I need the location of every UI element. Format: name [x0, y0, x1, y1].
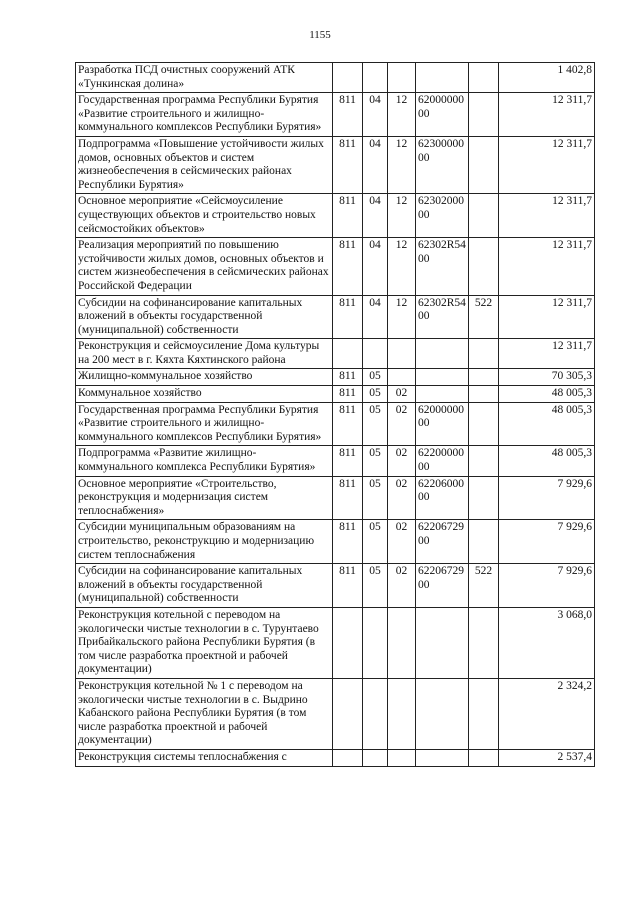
page-number: 1155 [309, 29, 331, 41]
table-row [76, 238, 595, 295]
row-ved-cell: 811 [333, 564, 363, 608]
row-sum-cell: 48 005,3 [499, 402, 595, 446]
row-name-cell: Коммунальное хозяйство [76, 386, 333, 403]
row-sum-cell: 48 005,3 [499, 386, 595, 403]
row-sum-cell: 12 311,7 [499, 339, 595, 369]
row-sum-cell: 12 311,7 [499, 93, 595, 137]
row-pr-cell: 12 [388, 295, 416, 339]
row-ved-cell [333, 678, 363, 749]
row-pr-cell [388, 607, 416, 678]
row-rz-cell: 04 [363, 93, 388, 137]
row-vr-cell [469, 607, 499, 678]
row-cs-cell: 6230000000 [416, 136, 469, 193]
row-cs-cell: 6220672900 [416, 520, 469, 564]
row-cs-cell [416, 386, 469, 403]
table-row [76, 446, 595, 476]
row-name-cell: Реализация мероприятий по повышению устойчивости жилых домов, основных объектов и систем жизнеобеспечения в сейсмических районах Российской Федерации [76, 238, 333, 295]
row-ved-cell: 811 [333, 295, 363, 339]
row-vr-cell [469, 446, 499, 476]
row-rz-cell: 05 [363, 564, 388, 608]
row-rz-cell: 05 [363, 476, 388, 520]
row-sum-cell: 7 929,6 [499, 564, 595, 608]
row-cs-cell: 6200000000 [416, 402, 469, 446]
row-ved-cell: 811 [333, 386, 363, 403]
row-vr-cell [469, 476, 499, 520]
row-vr-cell: 522 [469, 564, 499, 608]
row-pr-cell: 12 [388, 194, 416, 238]
table-row [76, 749, 595, 766]
row-cs-cell [416, 63, 469, 93]
row-pr-cell: 12 [388, 93, 416, 137]
row-rz-cell: 04 [363, 194, 388, 238]
row-rz-cell [363, 749, 388, 766]
row-ved-cell [333, 339, 363, 369]
row-cs-cell [416, 678, 469, 749]
row-vr-cell [469, 520, 499, 564]
row-ved-cell: 811 [333, 520, 363, 564]
row-ved-cell: 811 [333, 238, 363, 295]
table-row [76, 136, 595, 193]
row-ved-cell [333, 607, 363, 678]
row-cs-cell: 6230200000 [416, 194, 469, 238]
row-name-cell: Реконструкция котельной с переводом на экологически чистые технологии в с. Турунтаево Прибайкальского района Республики Бурятия (в том числе разработка проектной и рабочей документации) [76, 607, 333, 678]
budget-table [75, 62, 595, 767]
row-pr-cell: 02 [388, 476, 416, 520]
row-name-cell: Государственная программа Республики Бурятия «Развитие строительного и жилищно-коммунального комплексов Республики Бурятия» [76, 402, 333, 446]
row-vr-cell [469, 386, 499, 403]
row-pr-cell [388, 749, 416, 766]
row-name-cell: Основное мероприятие «Строительство, реконструкция и модернизация систем теплоснабжения» [76, 476, 333, 520]
row-vr-cell [469, 63, 499, 93]
table-row [76, 369, 595, 386]
row-sum-cell: 12 311,7 [499, 238, 595, 295]
table-row [76, 402, 595, 446]
table-row [76, 607, 595, 678]
row-vr-cell [469, 339, 499, 369]
table-row [76, 386, 595, 403]
row-cs-cell: 6200000000 [416, 93, 469, 137]
row-pr-cell: 02 [388, 446, 416, 476]
row-cs-cell [416, 749, 469, 766]
row-rz-cell: 04 [363, 295, 388, 339]
row-rz-cell: 05 [363, 369, 388, 386]
row-rz-cell [363, 63, 388, 93]
row-name-cell: Жилищно-коммунальное хозяйство [76, 369, 333, 386]
row-ved-cell: 811 [333, 402, 363, 446]
row-pr-cell: 02 [388, 520, 416, 564]
table-row [76, 520, 595, 564]
row-sum-cell: 2 537,4 [499, 749, 595, 766]
row-rz-cell [363, 339, 388, 369]
row-cs-cell: 62302R5400 [416, 238, 469, 295]
row-sum-cell: 3 068,0 [499, 607, 595, 678]
row-vr-cell [469, 136, 499, 193]
table-row [76, 678, 595, 749]
row-pr-cell: 02 [388, 386, 416, 403]
row-rz-cell [363, 607, 388, 678]
row-vr-cell [469, 238, 499, 295]
table-row [76, 564, 595, 608]
row-name-cell: Субсидии муниципальным образованиям на строительство, реконструкцию и модернизацию систем теплоснабжения [76, 520, 333, 564]
row-name-cell: Реконструкция системы теплоснабжения с [76, 749, 333, 766]
row-vr-cell [469, 93, 499, 137]
row-ved-cell: 811 [333, 446, 363, 476]
row-rz-cell [363, 678, 388, 749]
row-vr-cell: 522 [469, 295, 499, 339]
row-ved-cell: 811 [333, 369, 363, 386]
row-cs-cell: 6220600000 [416, 476, 469, 520]
table-row [76, 339, 595, 369]
row-sum-cell: 12 311,7 [499, 295, 595, 339]
row-pr-cell [388, 369, 416, 386]
row-pr-cell: 02 [388, 564, 416, 608]
row-vr-cell [469, 369, 499, 386]
row-ved-cell: 811 [333, 93, 363, 137]
table-row [76, 476, 595, 520]
row-cs-cell: 6220000000 [416, 446, 469, 476]
table-row [76, 93, 595, 137]
row-name-cell: Подпрограмма «Развитие жилищно-коммунального комплекса Республики Бурятия» [76, 446, 333, 476]
table-body [76, 63, 595, 767]
row-vr-cell [469, 749, 499, 766]
table-row [76, 63, 595, 93]
row-rz-cell: 04 [363, 238, 388, 295]
row-pr-cell [388, 63, 416, 93]
row-sum-cell: 48 005,3 [499, 446, 595, 476]
row-cs-cell [416, 339, 469, 369]
row-pr-cell: 02 [388, 402, 416, 446]
row-name-cell: Основное мероприятие «Сейсмоусиление существующих объектов и строительство новых сейсмостойких объектов» [76, 194, 333, 238]
table-row [76, 295, 595, 339]
row-rz-cell: 05 [363, 402, 388, 446]
row-ved-cell: 811 [333, 476, 363, 520]
row-ved-cell: 811 [333, 136, 363, 193]
row-sum-cell: 12 311,7 [499, 194, 595, 238]
table-row [76, 194, 595, 238]
row-pr-cell [388, 339, 416, 369]
row-cs-cell [416, 369, 469, 386]
row-pr-cell [388, 678, 416, 749]
row-sum-cell: 12 311,7 [499, 136, 595, 193]
row-vr-cell [469, 194, 499, 238]
row-rz-cell: 05 [363, 446, 388, 476]
row-ved-cell: 811 [333, 194, 363, 238]
row-rz-cell: 05 [363, 386, 388, 403]
row-name-cell: Реконструкция котельной № 1 с переводом на экологически чистые технологии в с. Выдрино Кабанского района Республики Бурятия (в том числе разработка проектной и рабочей документации) [76, 678, 333, 749]
row-pr-cell: 12 [388, 136, 416, 193]
row-name-cell: Разработка ПСД очистных сооружений АТК «Тункинская долина» [76, 63, 333, 93]
row-vr-cell [469, 678, 499, 749]
row-cs-cell [416, 607, 469, 678]
row-pr-cell: 12 [388, 238, 416, 295]
row-cs-cell: 62302R5400 [416, 295, 469, 339]
row-sum-cell: 70 305,3 [499, 369, 595, 386]
row-sum-cell: 2 324,2 [499, 678, 595, 749]
row-name-cell: Реконструкция и сейсмоусиление Дома культуры на 200 мест в г. Кяхта Кяхтинского района [76, 339, 333, 369]
row-name-cell: Подпрограмма «Повышение устойчивости жилых домов, основных объектов и систем жизнеобеспечения в сейсмических районах Республики Бурятия» [76, 136, 333, 193]
row-ved-cell [333, 63, 363, 93]
row-name-cell: Субсидии на софинансирование капитальных вложений в объекты государственной (муниципальной) собственности [76, 564, 333, 608]
row-rz-cell: 05 [363, 520, 388, 564]
row-sum-cell: 7 929,6 [499, 476, 595, 520]
row-name-cell: Субсидии на софинансирование капитальных вложений в объекты государственной (муниципальной) собственности [76, 295, 333, 339]
row-cs-cell: 6220672900 [416, 564, 469, 608]
row-name-cell: Государственная программа Республики Бурятия «Развитие строительного и жилищно-коммунального комплексов Республики Бурятия» [76, 93, 333, 137]
row-rz-cell: 04 [363, 136, 388, 193]
row-ved-cell [333, 749, 363, 766]
row-sum-cell: 1 402,8 [499, 63, 595, 93]
row-sum-cell: 7 929,6 [499, 520, 595, 564]
row-vr-cell [469, 402, 499, 446]
